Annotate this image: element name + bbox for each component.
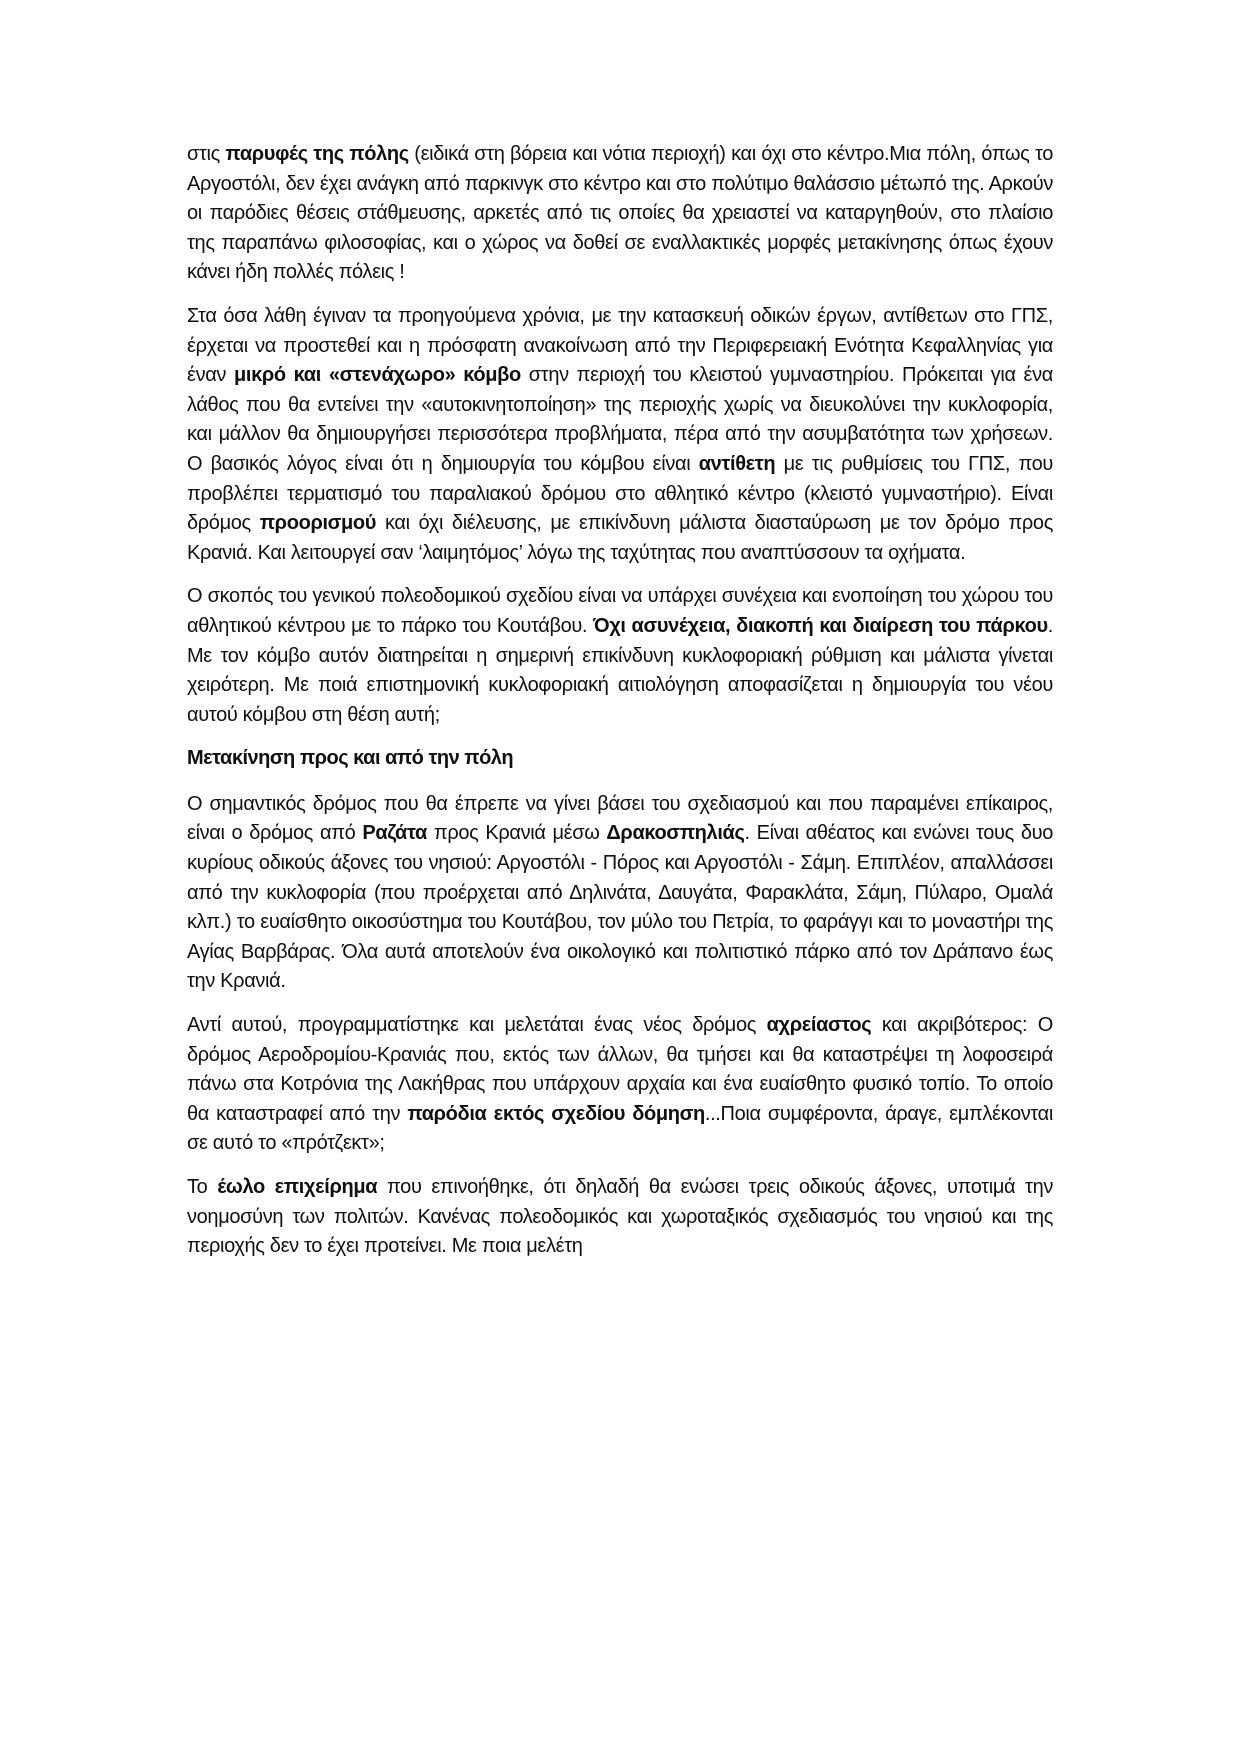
paragraph-airport-road — [187, 1011, 1053, 1159]
section-heading: Μετακίνηση προς και από την πόλη — [187, 747, 514, 770]
bold-text-segment: μικρό και «στενάχωρο» κόμβο — [233, 364, 521, 387]
text-segment: και όχι διέλευσης, με επικίνδυνη μάλιστα διασταύρωση με τον δρόμο προς Κρανιά. Και λειτουργεί σαν ‘λαιμητόμος’ λόγω της ταχύτητας που αναπτύσσουν τα οχήματα. — [187, 512, 1053, 564]
text-segment: Ο σημαντικός δρόμος που θα έπρεπε να γίνει βάσει του σχεδιασμού και που παραμένει επίκαιρος, είναι ο δρόμος από — [187, 792, 1053, 845]
text-segment: και ακριβότερος: Ο δρόμος Αεροδρομίου-Κρανιάς που, εκτός των άλλων, θα τμήσει και θα καταστρέψει τη λοφοσειρά πάνω στα Κοτρόνια της Λακήθρας που υπάρχουν αρχαία και ένα ευαίσθητο φυσικό τοπίο. Το οποίο θα καταστραφεί από την — [187, 1014, 1054, 1125]
bold-text-segment: παρυφές της πόλης — [225, 143, 409, 165]
text-segment: . Είναι αθέατος και ενώνει τους δυο κυρίους οδικούς άξονες του νησιού: Αργοστόλι - Πόρος και Αργοστόλι - Σάμη. Επιπλέον, απαλλάσσει από την κυκλοφορία (που προέρχεται από Δηλινάτα, Δαυγάτα, Φαρακλάτα, Σάμη, Πύλαρο, Ομαλά κλπ.) το ευαίσθητο οικοσύστημα του Κουτάβου, τον μύλο του Πετρία, το φαράγγι και το μοναστήρι της Αγίας Βαρβάρας. Όλα αυτά αποτελούν ένα οικολογικό και πολιτιστικό πάρκο από τον Δράπανο έως την Κρανιά. — [187, 822, 1053, 993]
text-segment: (ειδικά στη βόρεια και νότια περιοχή) και όχι στο κέντρο.Μια πόλη, όπως το Αργοστόλι, δεν έχει ανάγκη από παρκινγκ στο κέντρο και στο πολύτιμο θαλάσσιο μέτωπό της. Αρκούν οι παρόδιες θέσεις στάθμευσης, αρκετές από τις οποίες θα χρειαστεί να καταργηθούν, στο πλαίσιο της παραπάνω φιλοσοφίας, και ο χώρος να δοθεί σε εναλλακτικές μορφές μετακίνησης όπως έχουν κάνει ήδη πολλές πόλεις ! — [187, 143, 1053, 284]
text-segment: προς Κρανιά μέσω — [426, 822, 607, 845]
bold-text-segment: Δρακοσπηλιάς — [606, 822, 745, 845]
bold-text-segment: αντίθετη — [698, 452, 776, 475]
text-segment: Το — [187, 1176, 218, 1198]
text-segment: που επινοήθηκε, ότι δηλαδή θα ενώσει τρεις οδικούς άξονες, υποτιμά την νοημοσύνη των πολιτών. Κανένας πολεοδομικός και χωροταξικός σχεδιασμός του νησιού και της περιοχής δεν το έχει προτείνει. Με ποια μελέτη — [187, 1176, 1053, 1258]
text-segment: . Με τον κόμβο αυτόν διατηρείται η σημερινή επικίνδυνη κυκλοφοριακή ρύθμιση και μάλιστα γίνεται χειρότερη. Με ποιά επιστημονική κυκλοφοριακή αιτιολόγηση αποφασίζεται η δημιουργία του νέου αυτού κόμβου στη θέση αυτή; — [187, 614, 1053, 726]
text-segment: στην περιοχή του κλειστού γυμναστηρίου. Πρόκειται για ένα λάθος που θα εντείνει την «αυτοκινητοποίηση» της περιοχής χωρίς να διευκολύνει την κυκλοφορία, και μάλλον θα δημιουργήσει περισσότερα προβλήματα, πέρα από την ασυμβατότητα των χρήσεων. Ο βασικός λόγος είναι ότι η δημιουργία του κόμβου είναι — [187, 364, 1053, 475]
text-segment: Ο σκοπός του γενικού πολεοδομικού σχεδίου είναι να υπάρχει συνέχεια και ενοποίηση του χώρου του αθλητικού κέντρου με το πάρκο του Κουτάβου. — [187, 585, 1053, 637]
bold-text-segment: Όχι ασυνέχεια, διακοπή και διαίρεση του πάρκου — [593, 614, 1048, 637]
document-page — [187, 140, 1053, 1276]
paragraph-gym-junction — [187, 302, 1053, 568]
paragraph-razata-road — [187, 790, 1053, 997]
text-segment: με τις ρυθμίσεις του ΓΠΣ, που προβλέπει τερματισμό του παραλιακού δρόμου στο αθλητικό κέντρο (κλειστό γυμναστήριο). Είναι δρόμος — [187, 452, 1053, 535]
bold-text-segment: αχρείαστος — [766, 1014, 872, 1037]
paragraph-flawed-argument — [187, 1173, 1053, 1262]
bold-text-segment: Ραζάτα — [362, 822, 427, 845]
bold-text-segment: παρόδια εκτός σχεδίου δόμηση — [407, 1102, 705, 1125]
text-segment: στις — [187, 143, 226, 165]
text-segment: Στα όσα λάθη έγιναν τα προηγούμενα χρόνια, με την κατασκευή οδικών έργων, αντίθετων στο ΓΠΣ, έρχεται να προστεθεί και η πρόσφατη ανακοίνωση από την Περιφερειακή Ενότητα Κεφαλληνίας για έναν — [187, 304, 1053, 387]
bold-text-segment: έωλο επιχείρημα — [217, 1176, 378, 1198]
text-segment: ...Ποια συμφέροντα, άραγε, εμπλέκονται σε αυτό το «πρότζεκτ»; — [187, 1102, 1053, 1155]
bold-text-segment: προορισμού — [259, 512, 377, 535]
paragraph-plan-purpose — [187, 582, 1053, 730]
text-segment: Αντί αυτού, προγραμματίστηκε και μελετάται ένας νέος δρόμος — [187, 1014, 767, 1037]
paragraph-city-outskirts-parking — [187, 140, 1053, 288]
